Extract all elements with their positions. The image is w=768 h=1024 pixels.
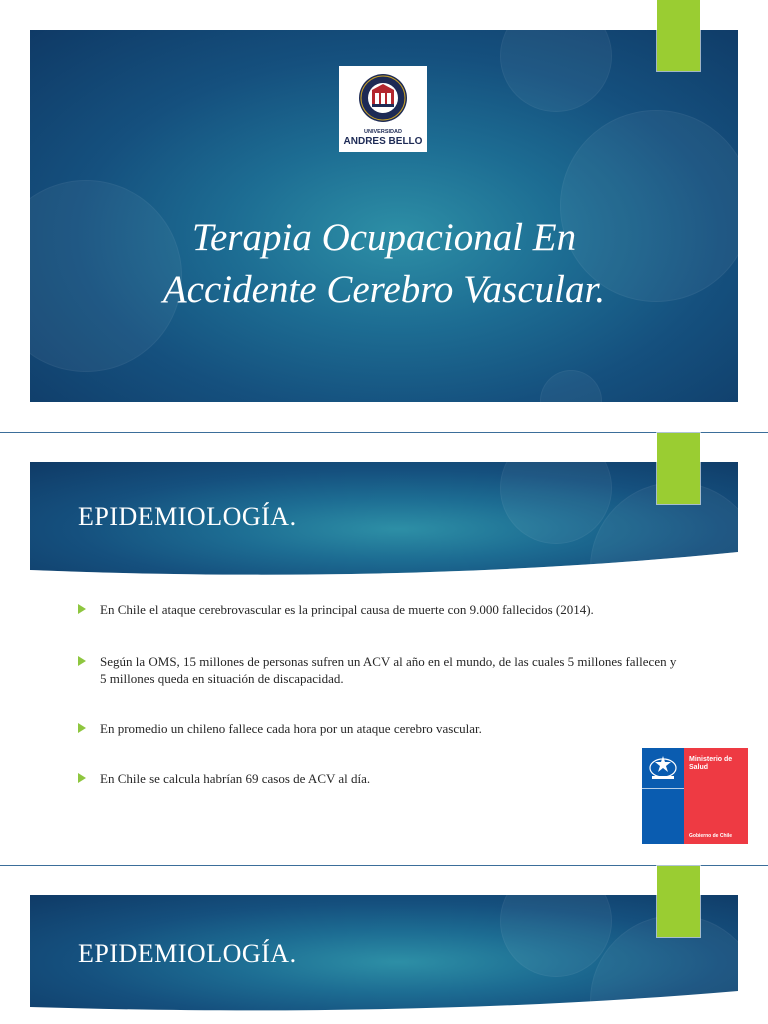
wave-decoration xyxy=(30,977,738,1017)
wave-decoration xyxy=(30,544,738,584)
slide-title xyxy=(0,0,768,432)
bullet-arrow-icon xyxy=(78,604,86,614)
bullet-item xyxy=(78,601,678,618)
bullet-text: En Chile se calcula habrían 69 casos de ACV al día. xyxy=(100,771,371,786)
ministry-of-health-logo xyxy=(642,748,748,844)
title-banner xyxy=(30,30,738,402)
title-line-1: Terapia Ocupacional En xyxy=(191,216,577,259)
logo-line2: ANDRES BELLO xyxy=(343,136,423,147)
slide-heading: EPIDEMIOLOGÍA. xyxy=(78,502,297,531)
decorative-bubble xyxy=(500,895,612,977)
header-banner xyxy=(30,895,738,1017)
header-banner xyxy=(30,462,738,584)
logo-divider xyxy=(642,788,684,789)
university-logo xyxy=(339,66,427,152)
presentation-title xyxy=(30,212,738,316)
slide-heading: EPIDEMIOLOGÍA. xyxy=(78,939,297,968)
bullet-text: Según la OMS, 15 millones de personas sufren un ACV al año en el mundo, de las cuales 5 millones fallecen y 5 millones queda en situación de discapacidad. xyxy=(100,654,677,686)
bullet-text: En promedio un chileno fallece cada hora por un ataque cerebro vascular. xyxy=(100,721,482,736)
government-label: Gobierno de Chile xyxy=(689,833,733,839)
accent-tab xyxy=(657,0,700,71)
decorative-bubble xyxy=(540,370,602,402)
bullet-item xyxy=(78,720,678,737)
bullet-arrow-icon xyxy=(78,723,86,733)
chile-coat-of-arms-icon xyxy=(646,752,680,784)
logo-line1: UNIVERSIDAD xyxy=(364,129,402,135)
accent-tab xyxy=(657,433,700,504)
accent-tab xyxy=(657,866,700,937)
title-line-2: Accidente Cerebro Vascular. xyxy=(162,268,606,311)
ministry-name: Ministerio de Salud xyxy=(689,756,733,771)
decorative-bubble xyxy=(500,30,612,112)
bullet-arrow-icon xyxy=(78,656,86,666)
slide-epidemiology-2 xyxy=(0,866,768,1024)
decorative-bubble xyxy=(500,462,612,544)
bullet-item xyxy=(78,770,678,787)
logo-blue-panel xyxy=(642,748,684,844)
university-crest-icon xyxy=(339,66,427,152)
bullet-arrow-icon xyxy=(78,773,86,783)
bullet-text: En Chile el ataque cerebrovascular es la principal causa de muerte con 9.000 fallecidos (2014). xyxy=(100,602,594,617)
bullet-item xyxy=(78,653,678,687)
